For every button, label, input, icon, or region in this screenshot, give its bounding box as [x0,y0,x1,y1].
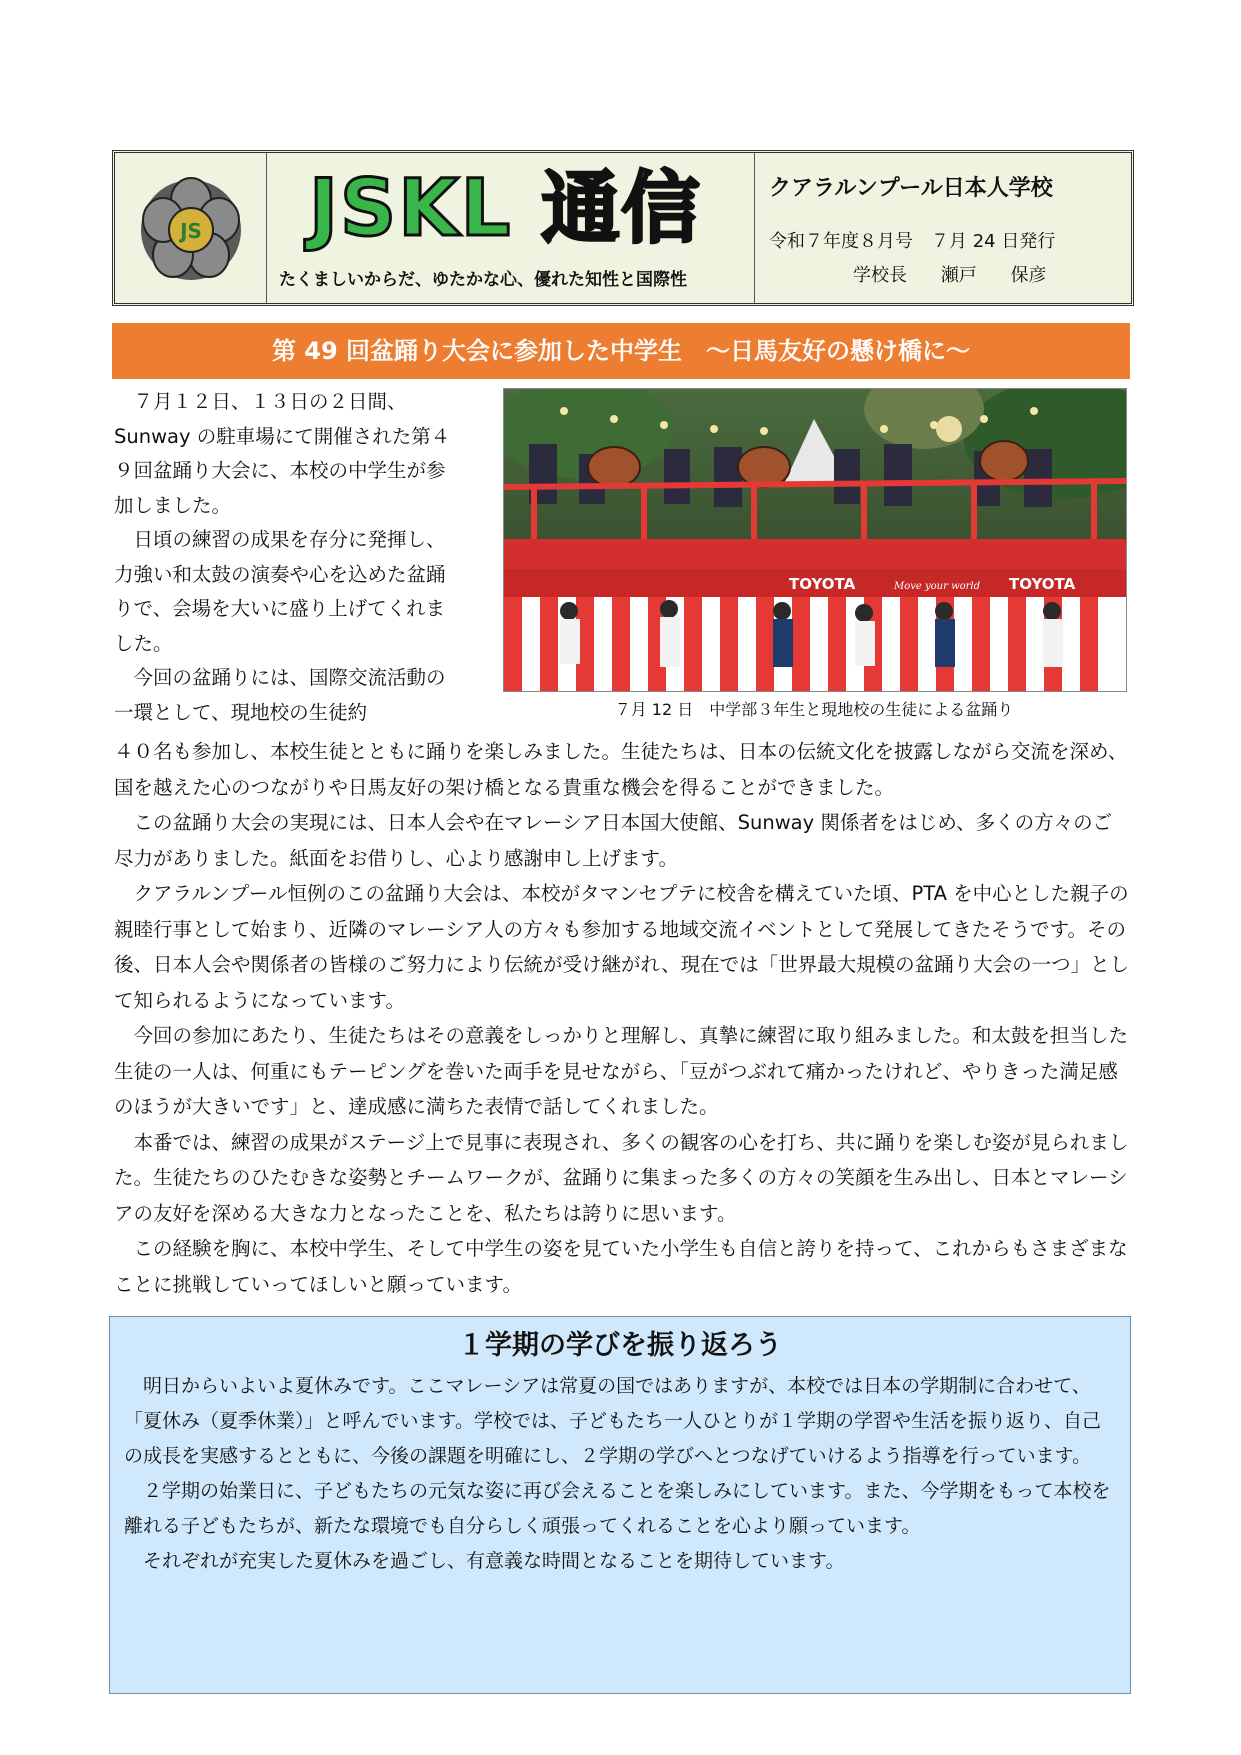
box-paragraph: それぞれが充実した夏休みを過ごし、有意義な時間となることを期待しています。 [143,1550,845,1572]
lead-paragraph: 今回の盆踊りには、国際交流活動の一環として、現地校の生徒約 [114,666,446,724]
article-body [114,734,1130,1302]
school-motto: たくましいからだ、ゆたかな心、優れた知性と国際性 [279,270,687,290]
issue-date: 令和７年度８月号 ７月 24 日発行 [769,231,1056,252]
box-title: １学期の学びを振り返ろう [458,1330,782,1361]
body-paragraph: この盆踊り大会の実現には、日本人会や在マレーシア日本国大使館、Sunway 関係者をはじめ、多くの方々のご尽力がありました。紙面をお借りし、心より感謝申し上げます。 [114,811,1113,870]
article-lead [114,385,454,730]
school-name: クアラルンプール日本人学校 [769,176,1053,201]
school-emblem-icon [133,175,249,285]
emblem-letters: JS [180,219,202,243]
body-paragraph: この経験を胸に、本校中学生、そして中学生の姿を見ていた小学生も自信と誇りを持って、これからもさまざまなことに挑戦していってほしいと願っています。 [114,1237,1128,1296]
photo-tagline: Move your world [894,581,981,592]
newsletter-header [112,150,1134,306]
principal-name: 学校長 瀬戸 保彦 [853,265,1047,286]
logo-cell [115,153,267,303]
photo-sponsor-left: TOYOTA [789,575,856,593]
body-paragraph: クアラルンプール恒例のこの盆踊り大会は、本校がタマンセプテに校舎を構えていた頃、PTA を中心とした親子の親睦行事として始まり、近隣のマレーシア人の方々も参加する地域交流イベントとして発展してきたそうです。その後、日本人会や関係者の皆様のご努力により伝統が受け継がれ、現在では「世界最大規模の盆踊り大会の一つ」として知られるようになっています。 [114,882,1130,1012]
title-cell [267,153,755,303]
term-reflection-box [109,1316,1131,1694]
photo-sponsor-right: TOYOTA [1009,575,1076,593]
lead-paragraph: 日頃の練習の成果を存分に発揮し、力強い和太鼓の演奏や心を込めた盆踊りで、会場を大いに盛り上げてくれました。 [114,528,446,655]
article-title-banner: 第 49 回盆踊り大会に参加した中学生 ～日馬友好の懸け橋に～ [112,323,1130,379]
bon-odori-photo [503,388,1127,692]
body-paragraph: 今回の参加にあたり、生徒たちはその意義をしっかりと理解し、真摯に練習に取り組みました。和太鼓を担当した生徒の一人は、何重にもテーピングを巻いた両手を見せながら、「豆がつぶれて痛かったけれど、やりきった満足感のほうが大きいです」と、達成感に満ちた表情で話してくれました。 [114,1024,1129,1118]
box-paragraph: ２学期の始業日に、子どもたちの元気な姿に再び会えることを楽しみにしています。また、今学期をもって本校を離れる子どもたちが、新たな環境でも自分らしく頑張ってくれることを心より願っています。 [124,1480,1111,1537]
lead-paragraph: ７月１２日、１３日の２日間、Sunway の駐車場にて開催された第４９回盆踊り大会に、本校の中学生が参加しました。 [114,390,451,517]
box-paragraph: 明日からいよいよ夏休みです。ここマレーシアは常夏の国ではありますが、本校では日本の学期制に合わせて、「夏休み（夏季休業）」と呼んでいます。学校では、子どもたち一人ひとりが１学期の学習や生活を振り返り、自己の成長を実感するとともに、今後の課題を明確にし、２学期の学びへとつなげていけるよう指導を行っています。 [124,1375,1101,1467]
photo-caption: ７月 12 日 中学部３年生と現地校の生徒による盆踊り [614,700,1014,719]
issue-info-cell [755,153,1131,303]
box-body [124,1369,1116,1579]
stage-photo-illustration [504,389,1126,691]
newsletter-title: JSKL 通信 [309,164,702,254]
body-paragraph: 本番では、練習の成果がステージ上で見事に表現され、多くの観客の心を打ち、共に踊りを楽しむ姿が見られました。生徒たちのひたむきな姿勢とチームワークが、盆踊りに集まった多くの方々の笑顔を生み出し、日本とマレーシアの友好を深める大きな力となったことを、私たちは誇りに思います。 [114,1130,1129,1225]
body-paragraph: ４０名も参加し、本校生徒とともに踊りを楽しみました。生徒たちは、日本の伝統文化を披露しながら交流を深め、国を越えた心のつながりや日馬友好の架け橋となる貴重な機会を得ることができました。 [114,740,1128,799]
